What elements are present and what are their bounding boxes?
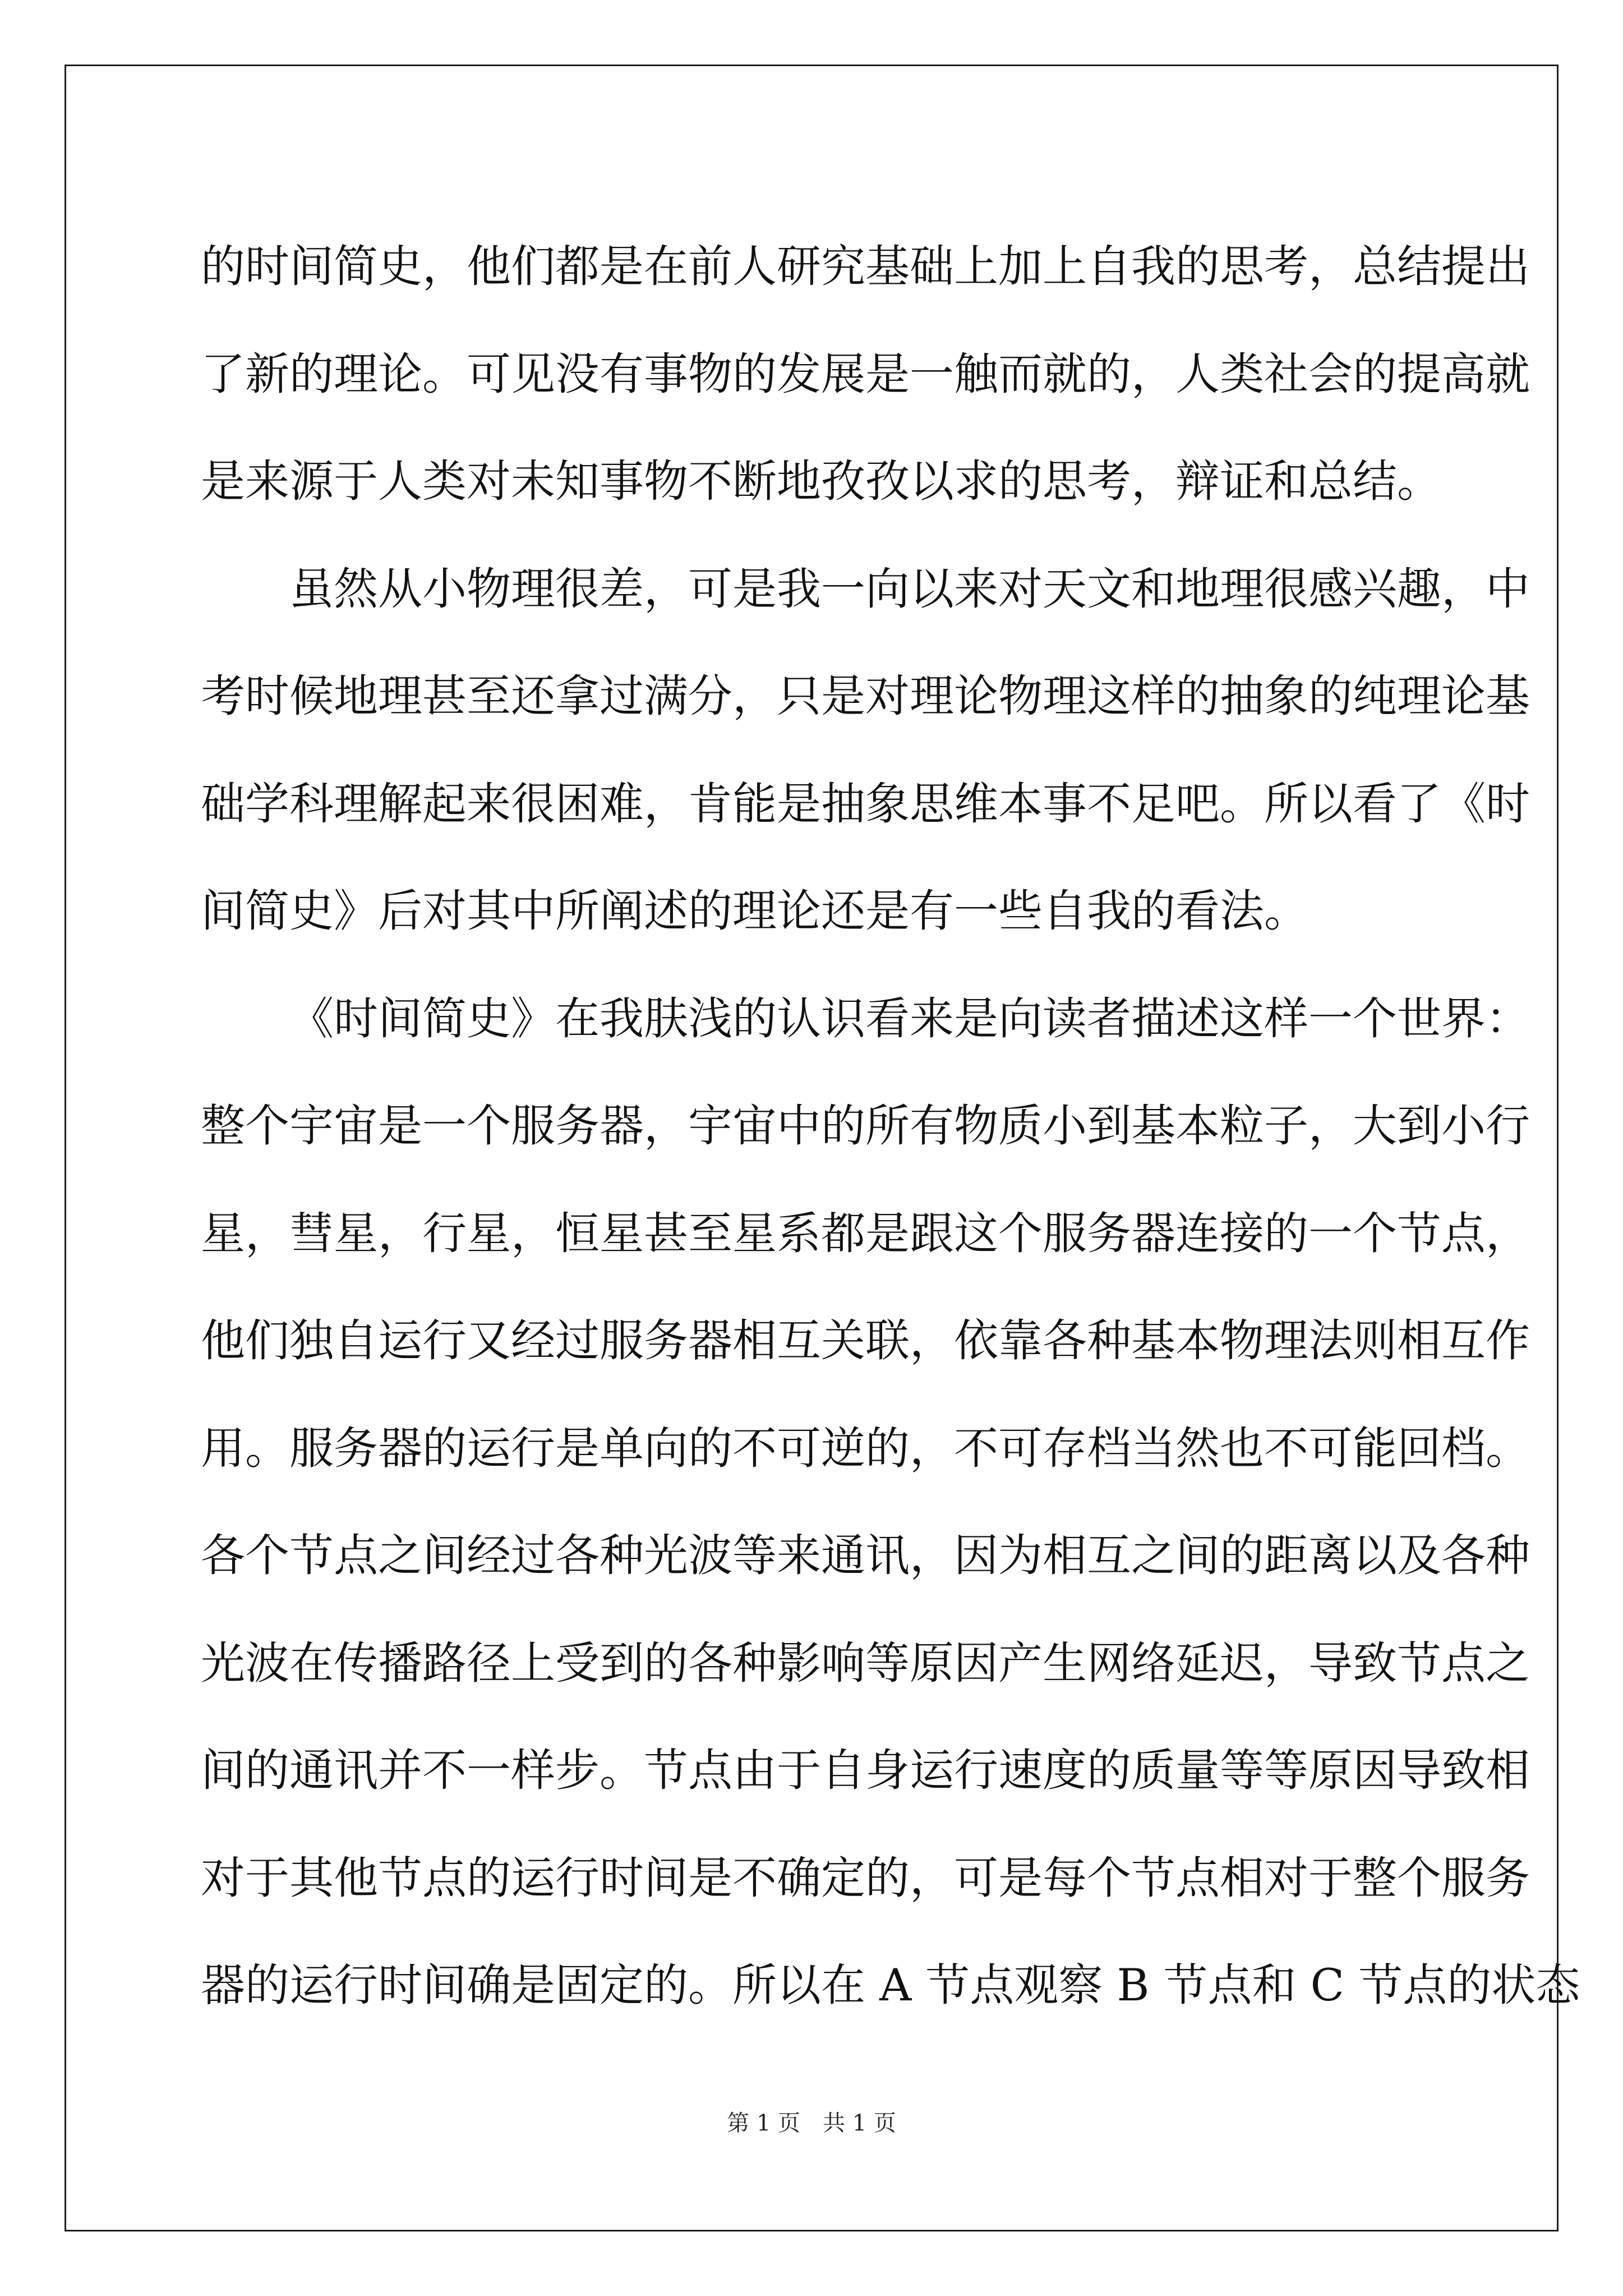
text-line: 器的运行时间确是固定的。所以在 A 节点观察 B 节点和 C 节点的状态 (201, 1959, 1580, 2011)
text-line: 间简史》后对其中所阐述的理论还是有一些自我的看法。 (201, 885, 1308, 937)
text-line: 他们独自运行又经过服务器相互关联，依靠各种基本物理法则相互作 (201, 1315, 1530, 1366)
text-line: 是来源于人类对未知事物不断地孜孜以求的思考，辩证和总结。 (201, 455, 1441, 507)
text-line: 考时候地理甚至还拿过满分，只是对理论物理这样的抽象的纯理论基 (201, 670, 1530, 722)
text-line: 星，彗星，行星，恒星甚至星系都是跟这个服务器连接的一个节点， (201, 1207, 1530, 1259)
text-line: 虽然从小物理很差，可是我一向以来对天文和地理很感兴趣，中 (289, 563, 1530, 615)
text-line: 的时间简史，他们都是在前人研究基础上加上自我的思考，总结提出 (201, 241, 1530, 292)
text-line: 用。服务器的运行是单向的不可逆的，不可存档当然也不可能回档。 (201, 1422, 1530, 1474)
text-line: 各个节点之间经过各种光波等来通讯，因为相互之间的距离以及各种 (201, 1530, 1530, 1581)
text-line: 了新的理论。可见没有事物的发展是一触而就的，人类社会的提高就 (201, 348, 1530, 400)
document-body (201, 213, 1580, 2040)
text-line: 间的通讯并不一样步。节点由于自身运行速度的质量等等原因导致相 (201, 1745, 1530, 1796)
page-footer (0, 2106, 1623, 2140)
text-line: 光波在传播路径上受到的各种影响等原因产生网络延迟，导致节点之 (201, 1637, 1530, 1689)
text-line: 整个宇宙是一个服务器，宇宙中的所有物质小到基本粒子，大到小行 (201, 1100, 1530, 1152)
text-line: 础学科理解起来很困难，肯能是抽象思维本事不足吧。所以看了《时 (201, 777, 1530, 830)
page-number: 第 1 页 共 1 页 (727, 2110, 896, 2136)
text-line: 对于其他节点的运行时间是不确定的，可是每个节点相对于整个服务 (201, 1852, 1530, 1904)
text-line: 《时间简史》在我肤浅的认识看来是向读者描述这样一个世界： (289, 992, 1530, 1045)
